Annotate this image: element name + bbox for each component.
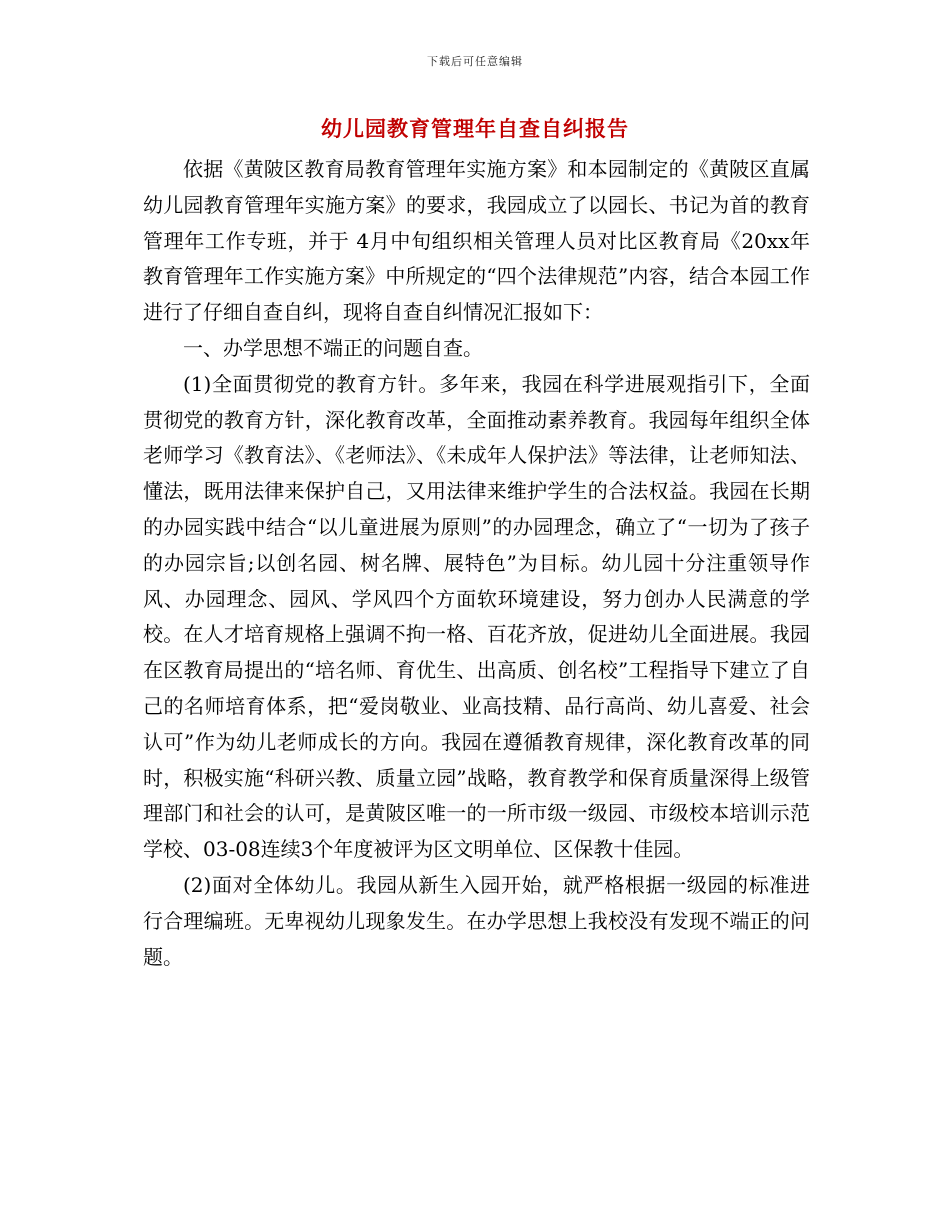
intro-paragraph: 依据《黄陂区教育局教育管理年实施方案》和本园制定的《黄陂区直属幼儿园教育管理年实施方案》的要求，我园成立了以园长、书记为首的教育管理年工作专班，并于 4月中旬组织相关管理人员对比区教育局《20xx年教育管理年工作实施方案》中所规定的“四个法律规范”内容，结合本园工作进行了仔细自查自纠，现将自查自纠情况汇报如下： [143,157,810,325]
document-body [143,152,810,975]
page-header-note: 下载后可任意编辑 [427,55,523,68]
document-title: 幼儿园教育管理年自查自纠报告 [321,116,629,141]
body-paragraph: (1)全面贯彻党的教育方针。多年来，我园在科学进展观指引下，全面贯彻党的教育方针，深化教育改革，全面推动素养教育。我园每年组织全体老师学习《教育法》、《老师法》、《未成年人保护法》等法律，让老师知法、懂法，既用法律来保护自己，又用法律来维护学生的合法权益。我园在长期的办园实践中结合“以儿童进展为原则”的办园理念，确立了“一切为了孩子的办园宗旨;以创名园、树名牌、展特色”为目标。幼儿园十分注重领导作风、办园理念、园风、学风四个方面软环境建设，努力创办人民满意的学校。在人才培育规格上强调不拘一格、百花齐放，促进幼儿全面进展。我园在区教育局提出的“培名师、育优生、出高质、创名校”工程指导下建立了自己的名师培育体系，把“爱岗敬业、业高技精、品行高尚、幼儿喜爱、社会认可”作为幼儿老师成长的方向。我园在遵循教育规律，深化教育改革的同时，积极实施“科研兴教、质量立园”战略，教育教学和保育质量深得上级管理部门和社会的认可，是黄陂区唯一的一所市级一级园、市级校本培训示范学校、03-08连续3个年度被评为区文明单位、区保教十佳园。 [143,371,810,862]
section-heading: 一、办学思想不端正的问题自查。 [183,335,483,360]
body-paragraph: (2)面对全体幼儿。我园从新生入园开始，就严格根据一级园的标准进行合理编班。无卑视幼儿现象发生。在办学思想上我校没有发现不端正的问题。 [143,872,810,969]
